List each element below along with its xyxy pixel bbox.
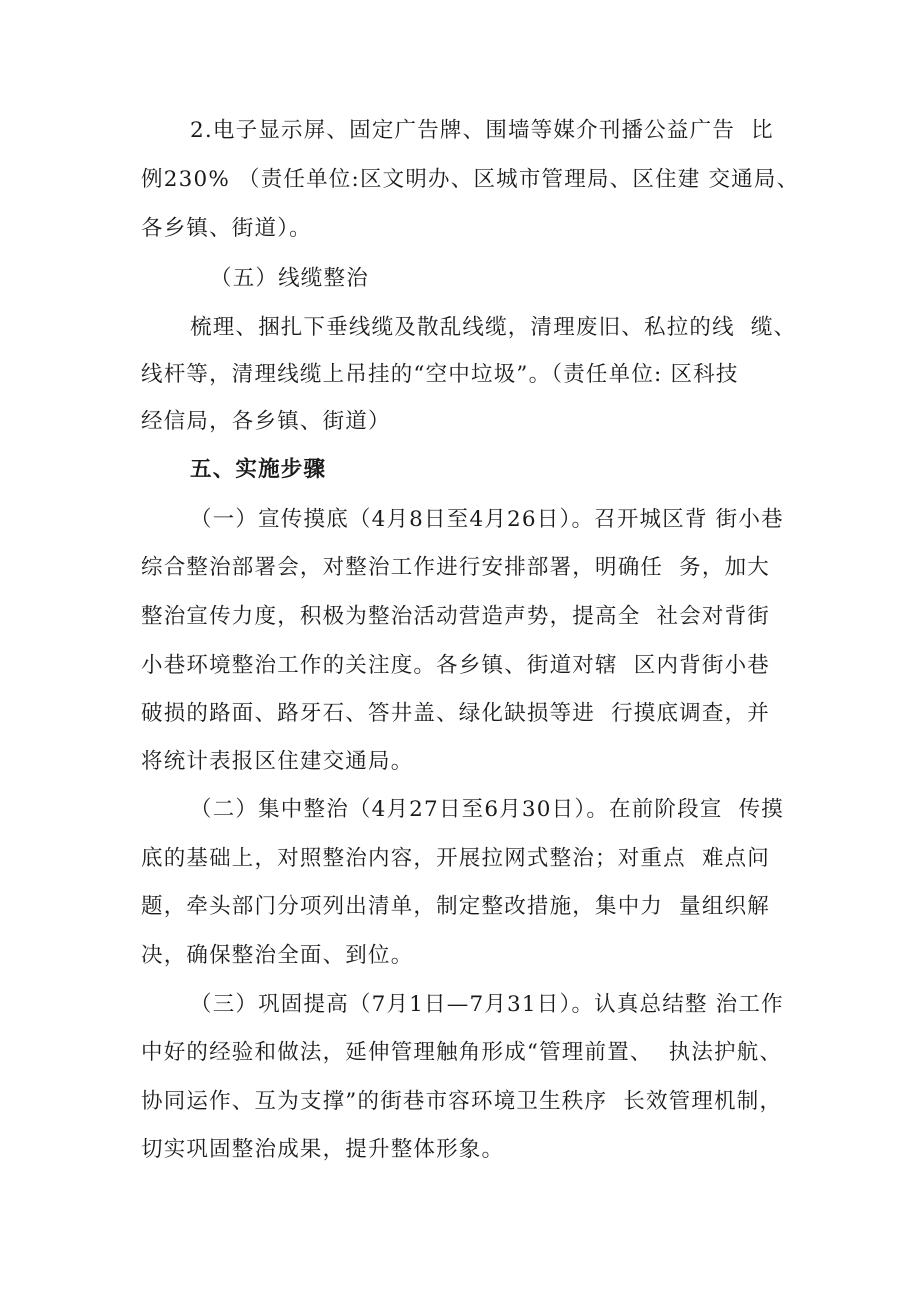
text-line: 梳理、捆扎下垂线缆及散乱线缆，清理废旧、私拉的线 缆、 — [190, 315, 797, 340]
subheading-text: （五）线缆整治 — [210, 266, 369, 291]
text-line: 小巷环境整治工作的关注度。各乡镇、街道对辖 区内背街小巷 — [141, 653, 770, 678]
text-line: （一）宣传摸底（4月8日至4月26日）。召开城区背 街小巷 — [190, 507, 784, 532]
text-line: 将统计表报区住建交通局。 — [141, 749, 414, 774]
text-line: 决，确保整治全面、到位。 — [141, 943, 414, 968]
text-line: 破损的路面、路牙石、答井盖、绿化缺损等进 行摸底调查，并 — [141, 701, 770, 726]
text-line: 例230% （责任单位:区文明办、区城市管理局、区住建 交通局、 — [141, 167, 800, 192]
text-line: 中好的经验和做法，延伸管理触角形成“管理前置、 执法护航、 — [141, 1040, 783, 1065]
text-line: （二）集中整治（4月27日至6月30日）。在前阶段宣 传摸 — [190, 797, 784, 822]
text-line: 底的基础上，对照整治内容，开展拉网式整治；对重点 难点问 — [141, 846, 770, 871]
text-line: 线杆等，清理线缆上吊挂的“空中垃圾”。（责任单位: 区科技 — [141, 362, 739, 387]
text-line: 题，牵头部门分项列出清单，制定整改措施，集中力 量组织解 — [141, 894, 770, 919]
text-line: 2.电子显示屏、固定广告牌、围墙等媒介刊播公益广告 比 — [190, 118, 774, 143]
text-line: 切实巩固整治成果，提升整体形象。 — [141, 1137, 505, 1162]
text-line: 各乡镇、街道）。 — [141, 216, 312, 241]
text-line: （三）巩固提高（7月1日—7月31日）。认真总结整 治工作 — [190, 992, 784, 1017]
text-line: 综合整治部署会，对整治工作进行安排部署，明确任 务，加大 — [141, 555, 770, 580]
text-line: 协同运作、互为支撑”的街巷市容环境卫生秩序 长效管理机制， — [141, 1089, 783, 1114]
section-heading-text: 五、实施步骤 — [190, 457, 327, 482]
text-line: 整治宣传力度，积极为整治活动营造声势，提高全 社会对背街 — [141, 604, 770, 629]
text-line: 经信局，各乡镇、街道） — [141, 409, 391, 434]
